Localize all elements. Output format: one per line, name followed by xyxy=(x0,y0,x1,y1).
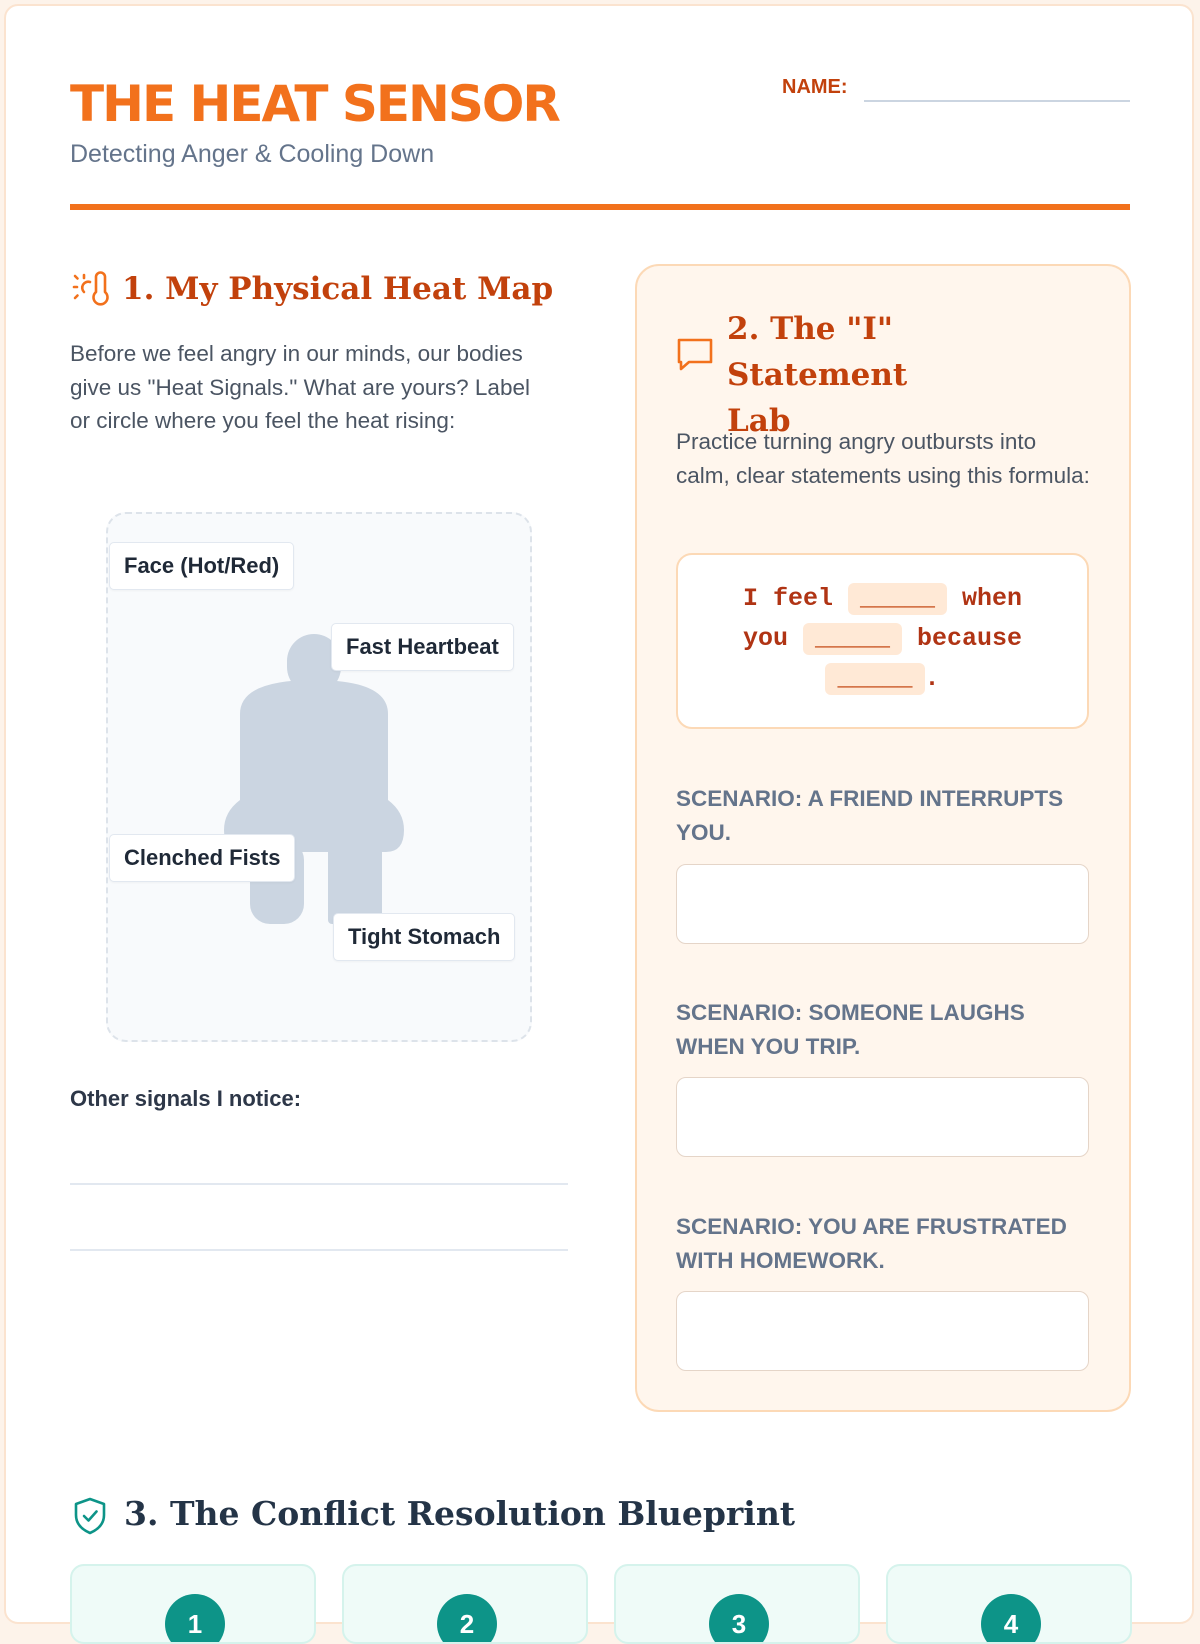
other-signals-label: Other signals I notice: xyxy=(70,1086,302,1111)
scenario-label: SCENARIO: YOU ARE FRUSTRATED WITH HOMEWORK. xyxy=(676,1214,1067,1273)
blueprint-step-card xyxy=(70,1564,316,1644)
blueprint-step-card xyxy=(886,1564,1132,1644)
formula-when: when xyxy=(962,584,1023,613)
section2-heading-line1: 2. The "I" Statement xyxy=(727,311,908,393)
worksheet-subtitle: Detecting Anger & Cooling Down xyxy=(70,140,435,168)
other-signals-line-1[interactable] xyxy=(70,1183,568,1185)
formula-period: . xyxy=(924,664,940,693)
other-signals-line-2[interactable] xyxy=(70,1249,568,1251)
label-heartbeat[interactable]: Fast Heartbeat xyxy=(331,623,514,671)
step-number: 3 xyxy=(709,1594,769,1644)
section2-intro: Practice turning angry outbursts into calm, clear statements using this formula: xyxy=(676,429,1090,488)
scenario-answer-box[interactable] xyxy=(676,864,1089,944)
scenario-answer-box[interactable] xyxy=(676,1077,1089,1157)
label-face[interactable]: Face (Hot/Red) xyxy=(109,542,294,590)
label-stomach[interactable]: Tight Stomach xyxy=(333,913,515,961)
name-label: NAME: xyxy=(782,76,848,98)
scenario-answer-box[interactable] xyxy=(676,1291,1089,1371)
formula-blank-action[interactable]: _____ xyxy=(803,623,902,655)
i-statement-formula xyxy=(676,553,1089,729)
section1-heading: 1. My Physical Heat Map xyxy=(122,271,554,307)
step-number: 4 xyxy=(981,1594,1041,1644)
thermometer-sun-icon xyxy=(70,268,112,310)
message-square-icon xyxy=(675,334,715,374)
blueprint-step-card xyxy=(342,1564,588,1644)
section1-intro: Before we feel angry in our minds, our bodies give us "Heat Signals." What are yours? Label or circle where you feel the heat rising: xyxy=(70,341,530,433)
formula-you: you xyxy=(742,624,788,653)
scenario-label: SCENARIO: SOMEONE LAUGHS WHEN YOU TRIP. xyxy=(676,1000,1025,1059)
formula-because: because xyxy=(917,624,1023,653)
name-field[interactable] xyxy=(864,100,1130,102)
formula-blank-feeling[interactable]: _____ xyxy=(848,583,947,615)
section2-heading xyxy=(727,306,1067,444)
section2-heading-line2: Lab xyxy=(727,403,791,439)
label-fists[interactable]: Clenched Fists xyxy=(109,834,295,882)
step-number: 1 xyxy=(165,1594,225,1644)
scenario-label: SCENARIO: A FRIEND INTERRUPTS YOU. xyxy=(676,786,1064,845)
section3-heading: 3. The Conflict Resolution Blueprint xyxy=(124,1494,796,1533)
step-number: 2 xyxy=(437,1594,497,1644)
header-divider xyxy=(70,204,1130,210)
worksheet-title: THE HEAT SENSOR xyxy=(70,75,559,133)
shield-check-icon xyxy=(72,1496,108,1536)
blueprint-step-card xyxy=(614,1564,860,1644)
formula-i-feel: I feel xyxy=(742,584,833,613)
formula-blank-reason[interactable]: _____ xyxy=(825,663,924,695)
